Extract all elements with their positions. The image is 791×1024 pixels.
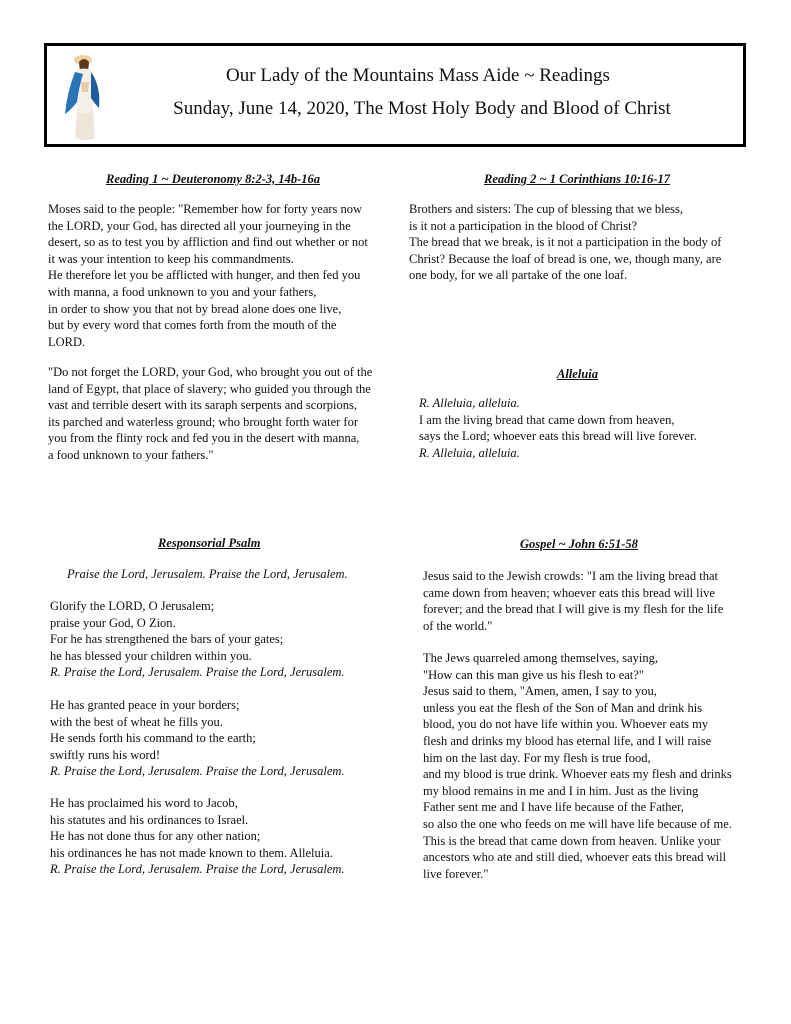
text-line: vast and terrible desert with its saraph serpents and scorpions,	[48, 398, 357, 413]
reading1-para2	[48, 364, 372, 464]
text-line: desert, so as to test you by affliction and find out whether or not	[48, 235, 368, 250]
text-line: unless you eat the flesh of the Son of Man and drink his	[423, 700, 703, 715]
text-line: He sends forth his command to the earth;	[50, 731, 256, 746]
text-line: He has granted peace in your borders;	[50, 698, 240, 712]
text-line: For he has strengthened the bars of your gates;	[50, 632, 284, 647]
psalm-stanza3	[50, 795, 345, 878]
reading1-para1	[48, 201, 368, 350]
text-line: is it not a participation in the blood of Christ?	[409, 218, 638, 233]
text-line: with the best of wheat he fills you.	[50, 714, 223, 729]
text-line: ancestors who ate and still died, whoever eats this bread will	[423, 850, 727, 865]
text-line: him on the last day. For my flesh is true food,	[423, 750, 651, 765]
text-line: Moses said to the people: "Remember how for forty years now	[48, 202, 363, 216]
page-title: Our Lady of the Mountains Mass Aide ~ Readings	[226, 65, 610, 86]
header-box	[44, 43, 746, 147]
page-subtitle: Sunday, June 14, 2020, The Most Holy Body and Blood of Christ	[173, 98, 671, 119]
text-line: This is the bread that came down from heaven. Unlike your	[423, 833, 721, 848]
text-line: Jesus said to the Jewish crowds: "I am the living bread that	[423, 569, 718, 583]
text-line: the LORD, your God, has directed all your journeying in the	[48, 218, 351, 233]
reading2-text	[409, 201, 721, 284]
text-line: in order to show you that not by bread alone does one live,	[48, 301, 342, 316]
text-line: flesh and drinks my blood has eternal life, and I will raise	[423, 733, 712, 748]
text-line: Brothers and sisters: The cup of blessing that we bless,	[409, 202, 684, 216]
text-line: he has blessed your children within you.	[50, 648, 252, 663]
text-line: says the Lord; whoever eats this bread will live forever.	[419, 429, 697, 444]
text-line: my blood remains in me and I in him. Just as the living	[423, 783, 699, 798]
text-line: live forever."	[423, 866, 489, 881]
text-line: He has not done thus for any other nation;	[50, 829, 261, 844]
text-line: "How can this man give us his flesh to eat?"	[423, 667, 644, 682]
reading2-title: Reading 2 ~ 1 Corinthians 10:16-17	[484, 172, 670, 186]
psalm-title: Responsorial Psalm	[158, 536, 261, 550]
text-line: you from the flinty rock and fed you in the desert with manna,	[48, 431, 360, 446]
psalm-response: R. Praise the Lord, Jerusalem. Praise the Lord, Jerusalem.	[50, 862, 345, 877]
psalm-stanza2	[50, 697, 345, 780]
psalm-refrain: Praise the Lord, Jerusalem. Praise the Lord, Jerusalem.	[67, 567, 348, 581]
text-line: LORD.	[48, 334, 86, 349]
psalm-stanza1	[50, 598, 345, 681]
text-line: He has proclaimed his word to Jacob,	[50, 796, 238, 810]
text-line: came down from heaven; whoever eats this bread will live	[423, 585, 715, 600]
text-line: Father sent me and I have life because of the Father,	[423, 800, 684, 815]
gospel-title: Gospel ~ John 6:51-58	[520, 537, 638, 551]
text-line: but by every word that comes forth from the mouth of the	[48, 318, 337, 333]
text-line: Christ? Because the loaf of bread is one, we, though many, are	[409, 251, 722, 266]
reading1-title: Reading 1 ~ Deuteronomy 8:2-3, 14b-16a	[106, 172, 321, 186]
text-line: of the world."	[423, 618, 493, 633]
text-line: swiftly runs his word!	[50, 747, 161, 762]
text-line: Jesus said to them, "Amen, amen, I say to you,	[423, 684, 657, 699]
text-line: The Jews quarreled among themselves, saying,	[423, 651, 659, 665]
psalm-response: R. Praise the Lord, Jerusalem. Praise the Lord, Jerusalem.	[50, 665, 345, 680]
text-line: it was your intention to keep his commandments.	[48, 251, 294, 266]
text-line: The bread that we break, is it not a participation in the body of	[409, 235, 722, 250]
text-line: He therefore let you be afflicted with hunger, and then fed you	[48, 268, 361, 283]
text-line: his ordinances he has not made known to them. Alleluia.	[50, 845, 333, 860]
text-line: a food unknown to your fathers."	[48, 447, 214, 462]
alleluia-text	[419, 395, 697, 461]
text-line: and my blood is true drink. Whoever eats my flesh and drinks	[423, 767, 732, 782]
text-line: blood, you do not have life within you. Whoever eats my	[423, 717, 709, 732]
text-line: with manna, a food unknown to you and your fathers,	[48, 284, 317, 299]
text-line: praise your God, O Zion.	[50, 615, 176, 630]
text-line: his statutes and his ordinances to Israel.	[50, 812, 249, 827]
text-line: "Do not forget the LORD, your God, who brought you out of the	[48, 365, 373, 379]
text-line: its parched and waterless ground; who brought forth water for	[48, 414, 358, 429]
text-line: Glorify the LORD, O Jerusalem;	[50, 599, 215, 613]
alleluia-title: Alleluia	[557, 367, 598, 381]
alleluia-response: R. Alleluia, alleluia.	[419, 445, 520, 460]
psalm-response: R. Praise the Lord, Jerusalem. Praise the Lord, Jerusalem.	[50, 764, 345, 779]
text-line: so also the one who feeds on me will have life because of me.	[423, 816, 732, 831]
text-line: I am the living bread that came down from heaven,	[419, 412, 675, 427]
text-line: one body, for we all partake of the one loaf.	[409, 268, 628, 283]
text-line: forever; and the bread that I will give is my flesh for the life	[423, 602, 724, 617]
text-line: land of Egypt, that place of slavery; who guided you through the	[48, 381, 371, 396]
gospel-para1	[423, 568, 723, 634]
gospel-para2	[423, 650, 732, 882]
alleluia-response: R. Alleluia, alleluia.	[419, 396, 520, 410]
